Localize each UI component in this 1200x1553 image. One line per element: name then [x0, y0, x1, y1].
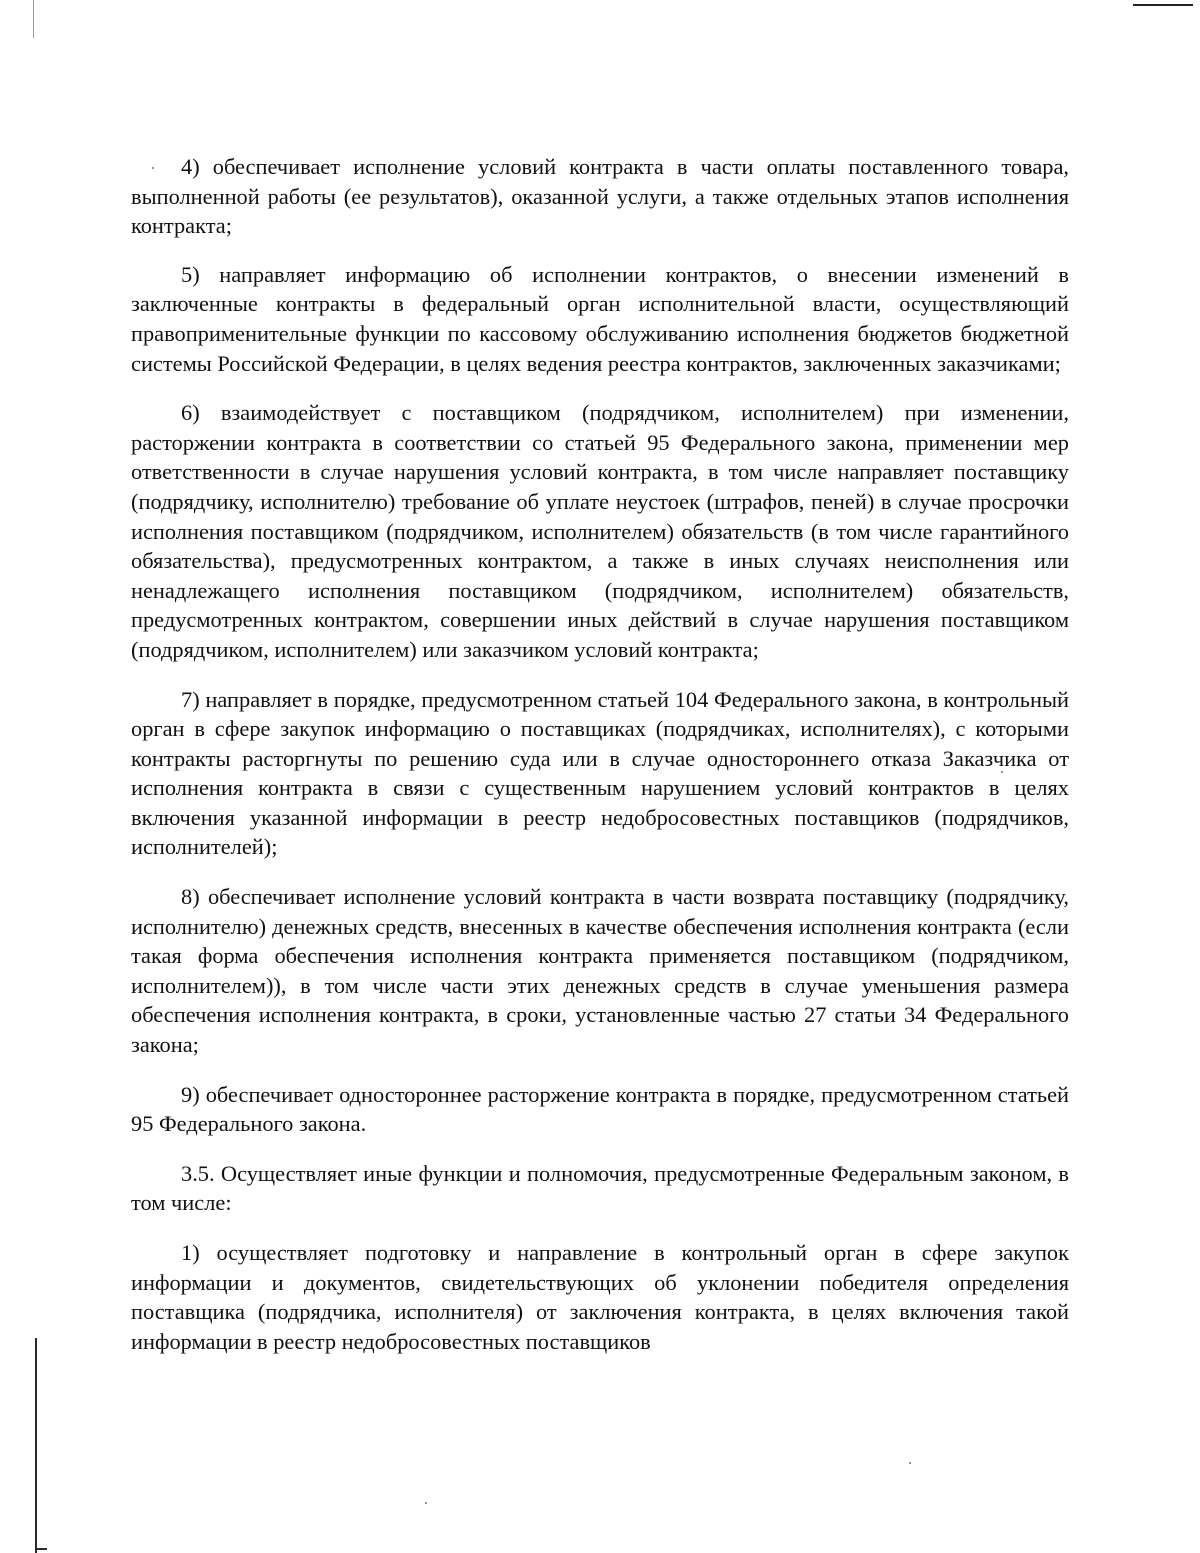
- scan-speck: [425, 1502, 427, 1504]
- scan-edge-mark: [33, 0, 34, 38]
- section-3-5: 3.5. Осуществляет иные функции и полномочия, предусмотренные Федеральным законом, в том числе:: [131, 1160, 1069, 1216]
- scan-edge-mark: [35, 1338, 37, 1553]
- paragraph-item-1: 1) осуществляет подготовку и направление в контрольный орган в сфере закупок информации и документов, свидетельствующих об уклонении победителя определения поставщика (подрядчика, исполнителя) от заключения контракта, в целях включения такой информации в реестр недобросовестных поставщиков: [131, 1240, 1069, 1354]
- scan-edge-mark: [1133, 4, 1193, 6]
- scan-edge-mark: [35, 1548, 47, 1550]
- paragraph-item-5: 5) направляет информацию об исполнении контрактов, о внесении изменений в заключенные контракты в федеральный орган исполнительной власти, осуществляющий правоприменительные функции по кассовому обслуживанию исполнения бюджетов бюджетной системы Российской Федерации, в целях ведения реестра контрактов, заключенных заказчиками;: [131, 261, 1069, 376]
- paragraph-item-7: 7) направляет в порядке, предусмотренном статьей 104 Федерального закона, в контрольный орган в сфере закупок информацию о поставщиках (подрядчиках, исполнителях), с которыми контракты расторгнуты по решению суда или в случае одностороннего отказа Заказчика от исполнения контракта в связи с существенным нарушением условий контрактов в целях включения указанной информации в реестр недобросовестных поставщиков (подрядчиков, исполнителей);: [131, 686, 1069, 860]
- document-body: [131, 152, 1069, 1376]
- paragraph-item-4: 4) обеспечивает исполнение условий контракта в части оплаты поставленного товара, выполненной работы (ее результатов), оказанной услуги, а также отдельных этапов исполнения контракта;: [131, 154, 1069, 239]
- paragraph-item-9: 9) обеспечивает одностороннее расторжение контракта в порядке, предусмотренном статьей 95 Федерального закона.: [131, 1081, 1069, 1137]
- paragraph-item-6: 6) взаимодействует с поставщиком (подрядчиком, исполнителем) при изменении, расторжении контракта в соответствии со статьей 95 Федерального закона, применении мер ответственности в случае нарушения условий контракта, в том числе направляет поставщику (подрядчику, исполнителю) требование об уплате неустоек (штрафов, пеней) в случае просрочки исполнения поставщиком (подрядчиком, исполнителем) обязательств (в том числе гарантийного обязательства), предусмотренных контрактом, а также в иных случаях неисполнения или ненадлежащего исполнения поставщиком (подрядчиком, исполнителем) обязательств, предусмотренных контрактом, совершении иных действий в случае нарушения поставщиком (подрядчиком, исполнителем) или заказчиком условий контракта;: [131, 400, 1069, 662]
- scan-speck: [909, 1462, 911, 1464]
- paragraph-item-8: 8) обеспечивает исполнение условий контракта в части возврата поставщику (подрядчику, исполнителю) денежных средств, внесенных в качестве обеспечения исполнения контракта (если такая форма обеспечения исполнения контракта применяется поставщиком (подрядчиком, исполнителем)), в том числе части этих денежных средств в случае уменьшения размера обеспечения исполнения контракта, в сроки, установленные частью 27 статьи 34 Федерального закона;: [131, 884, 1069, 1058]
